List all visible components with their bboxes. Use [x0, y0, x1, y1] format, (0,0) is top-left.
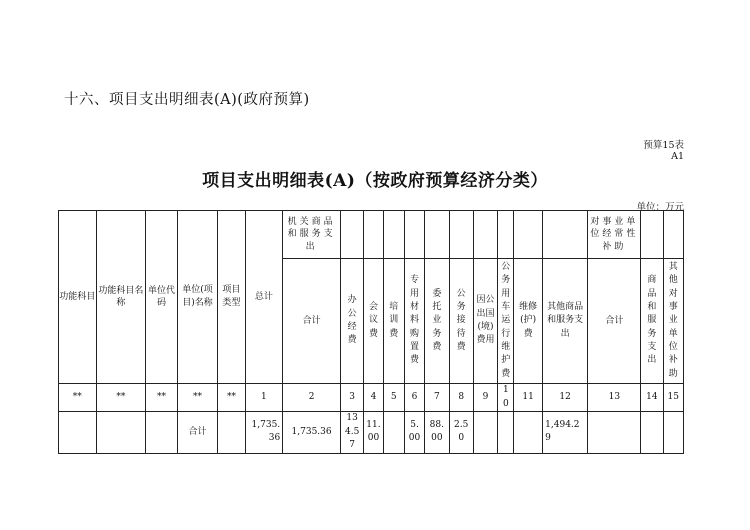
entrusted-value: 88.00 [425, 412, 449, 454]
total-cell-empty [218, 412, 245, 454]
subtotal-value: 1,735.36 [283, 412, 341, 454]
total-cell-empty [663, 412, 683, 454]
materials-value: 5.00 [404, 412, 424, 454]
header-empty-cell [404, 211, 424, 259]
header-empty-cell [449, 211, 473, 259]
total-cell-empty [146, 412, 177, 454]
total-cell-empty [59, 412, 97, 454]
total-cell-empty [383, 412, 404, 454]
total-cell-empty [588, 412, 641, 454]
other-goods-value: 1,494.29 [542, 412, 588, 454]
expenditure-table [58, 210, 684, 454]
header-sub-total: 合计 [588, 259, 641, 384]
header-group-goods: 机关商品和服务支出 [283, 211, 341, 259]
total-cell-empty [473, 412, 497, 454]
header-unit-name: 单位(项目)名称 [177, 211, 218, 384]
index-cell: 5 [383, 384, 404, 412]
header-unit-code: 单位代码 [146, 211, 177, 384]
header-vehicle: 公务用车运行维护费 [498, 259, 514, 384]
header-meeting: 会议费 [364, 259, 383, 384]
meeting-value: 11.00 [364, 412, 383, 454]
total-cell-empty [96, 412, 146, 454]
index-cell: ** [218, 384, 245, 412]
index-cell: 4 [364, 384, 383, 412]
header-row-top [59, 211, 684, 259]
index-cell: 6 [404, 384, 424, 412]
index-cell: 1 [245, 384, 283, 412]
header-empty-cell [641, 211, 663, 259]
header-empty-cell [498, 211, 514, 259]
main-title: 项目支出明细表(A)（按政府预算经济分类） [202, 171, 548, 191]
total-value: 1,735.36 [245, 412, 283, 454]
index-cell: 2 [283, 384, 341, 412]
header-entrusted: 委托业务费 [425, 259, 449, 384]
header-abroad: 因公出国(境)费用 [473, 259, 497, 384]
reception-value: 2.50 [449, 412, 473, 454]
header-empty-cell [542, 211, 588, 259]
index-cell: 7 [425, 384, 449, 412]
form-code: 预算15表 [643, 140, 684, 151]
index-cell: 12 [542, 384, 588, 412]
office-value: 134.57 [341, 412, 364, 454]
header-empty-cell [514, 211, 542, 259]
header-subtotal: 合计 [283, 259, 341, 384]
header-total: 总计 [245, 211, 283, 384]
index-cell: ** [146, 384, 177, 412]
header-training: 培训费 [383, 259, 404, 384]
index-row [59, 384, 684, 412]
total-cell-empty [498, 412, 514, 454]
header-project-type: 项目类型 [218, 211, 245, 384]
total-cell-empty [514, 412, 542, 454]
index-cell: ** [59, 384, 97, 412]
header-func-name: 功能科目名称 [96, 211, 146, 384]
header-materials: 专用材料购置费 [404, 259, 424, 384]
form-subcode: A1 [671, 151, 684, 162]
header-other-goods: 其他商品和服务支出 [542, 259, 588, 384]
index-cell: ** [177, 384, 218, 412]
total-row [59, 412, 684, 454]
header-group-subsidy: 对事业单位经常性补助 [588, 211, 641, 259]
header-empty-cell [383, 211, 404, 259]
header-office: 办公经费 [341, 259, 364, 384]
index-cell: 13 [588, 384, 641, 412]
header-empty-cell [341, 211, 364, 259]
header-empty-cell [425, 211, 449, 259]
header-goods-service: 商品和服务支出 [641, 259, 663, 384]
unit-label: 单位：万元 [636, 202, 684, 213]
index-cell: 8 [449, 384, 473, 412]
index-cell: 3 [341, 384, 364, 412]
header-empty-cell [364, 211, 383, 259]
index-cell: 11 [514, 384, 542, 412]
header-other-subsidy: 其他对事业单位补助 [663, 259, 683, 384]
header-empty-cell [473, 211, 497, 259]
header-repair: 维修(护)费 [514, 259, 542, 384]
index-cell: 14 [641, 384, 663, 412]
index-cell: 10 [498, 384, 514, 412]
header-func-subject: 功能科目 [59, 211, 97, 384]
index-cell: 15 [663, 384, 683, 412]
total-label: 合计 [177, 412, 218, 454]
header-empty-cell [663, 211, 683, 259]
index-cell: 9 [473, 384, 497, 412]
header-reception: 公务接待费 [449, 259, 473, 384]
index-cell: ** [96, 384, 146, 412]
total-cell-empty [641, 412, 663, 454]
section-title: 十六、项目支出明细表(A)(政府预算) [64, 92, 310, 108]
